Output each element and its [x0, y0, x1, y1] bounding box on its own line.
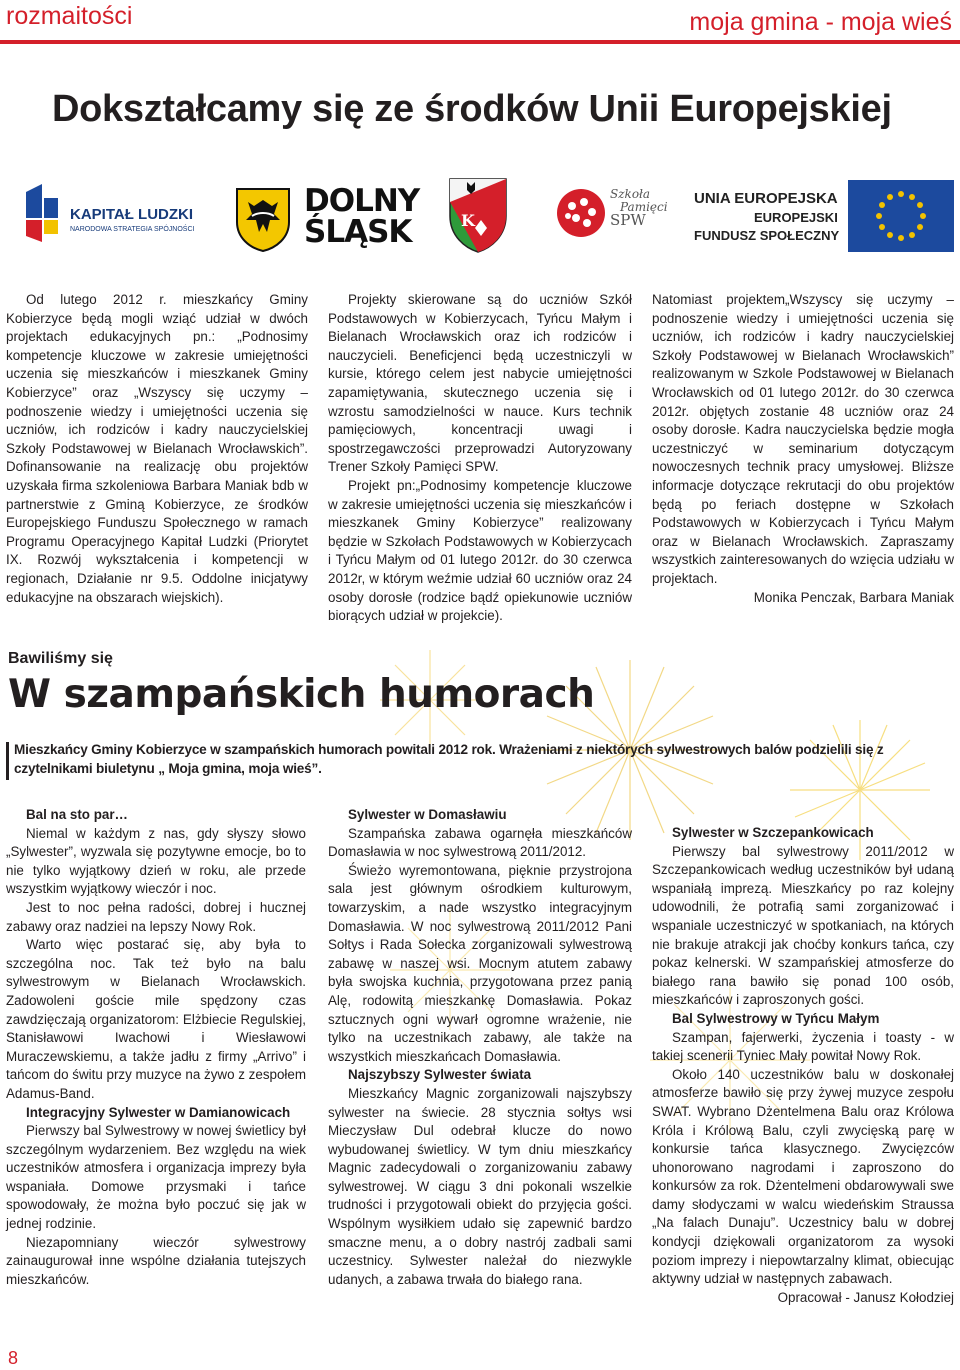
section-heading: Sylwester w Szczepankowicach [672, 825, 874, 840]
article2-author: Opracował - Janusz Kołodziej [777, 1289, 954, 1305]
spw-line-2: Pamięci [620, 200, 668, 214]
brain-icon [554, 186, 608, 240]
section-heading: Najszybszy Sylwester świata [348, 1067, 532, 1083]
article-title: Dokształcamy się ze środków Unii Europejskiej [52, 88, 892, 130]
article2-paragraph: Szampan, fajerwerki, życzenia i toasty - w takiej scenerii Tyniec Mały powitał Nowy Rok. [652, 1029, 954, 1064]
article2-paragraph: Około 140 uczestników balu w doskonałej atmosferze bawiło się przy żywej muzyce zespołu SWAT. Wybrano Dżentelmena Balu oraz Królowa Króla i Królową Balu, czyli zwycięską parę w konkursie tańca klasycznego. Zwycięzców uhonorowano nagrodami i zaproszono do konkursów za rok. Dżentelmeni obdarowywali swe damy słodyczami w walcu wiedeńskim Straussa „Na falach Dunaju”. Uczestnicy balu w dobrej kondycji dziękowali organizatorom za wysoki poziom imprezy i niepowtarzalny klimat, obiecując aktywny udział w następnych zabawach. [652, 1066, 954, 1287]
article1-paragraph: Projekty skierowane są do uczniów Szkół Podstawowych w Kobierzycach, Tyńcu Małym i Bielanach Wrocławskich oraz ich rodziców i nauczycieli. Beneficjenci będą uczestniczyli w kursie, którego celem jest nabycie umiejętności zapamiętywania, skutecznego uczenia się i wzrostu samodzielności w nauce. Kurs technik pamięciowych, koncentracji uwagi i spostrzegawczości przeprowadzi Autoryzowany Trener Szkoły Pamięci SPW. [328, 292, 632, 475]
section-heading: Bal na sto par… [26, 807, 128, 822]
eu-flag-icon [848, 180, 954, 252]
dolny-slask-crest-icon [234, 186, 292, 252]
article2-paragraph: Jest to noc pełna radości, dobrej i hucznej zabawy oraz nadziei na lepszy Nowy Rok. [6, 899, 306, 934]
spw-line-1: Szkoła [610, 187, 651, 201]
article2-paragraph: Pierwszy bal Sylwestrowy w nowej świetlicy był szczególnym wydarzeniem. Bez względu na wiek uczestników atmosfera i organizacja imprezy była wspaniała. Domowe przysmaki i tańce spowodowały, że można było poczuć się jak w jednej rodzinie. [6, 1123, 306, 1232]
article1-paragraph: Od lutego 2012 r. mieszkańcy Gminy Kobierzyce będą mogli wziąć udział w dwóch projektach edukacyjnych pn.: „Podnosimy kompetencje kluczowe w zakresie umiejętności uczenia się mieszkańców i mieszkanek Gminy Kobierzyce” oraz „Wszyscy się uczymy – podnoszenie wiedzy i umiejętności uczenia się uczniów, ich rodziców i kadry nauczycielskiej Szkoły Podstawowej w Bielanach Wrocławskich”. Dofinansowanie na realizację obu projektów uzyskała firma szkoleniowa Barbara Maniak bdb w partnerstwie z Gminą Kobierzyce, ze środków Europejskiego Funduszu Społecznego w ramach Programu Operacyjnego Kapitał Ludzki (Priorytet IX. Rozwój wykształcenia i kompetencji w regionach, Działanie nr 9.5. Oddolne inicjatywy edukacyjne na obszarach wiejskich). [6, 292, 308, 605]
article1-column-3 [652, 291, 954, 607]
spw-text [610, 188, 668, 227]
article2-paragraph: Niezapomniany wieczór sylwestrowy zainaugurował inne wspólne działania tutejszych mieszkańców. [6, 1234, 306, 1287]
svg-text:K: K [461, 211, 475, 230]
section-heading: Bal Sylwestrowy w Tyńcu Małym [672, 1010, 880, 1026]
dolny-line-1: DOLNY [304, 183, 420, 219]
kapital-ludzki-name: KAPITAŁ LUDZKI [70, 206, 194, 223]
dolny-line-2: ŚLĄSK [304, 214, 412, 250]
spw-line-3: SPW [610, 211, 646, 229]
article2-kicker: Bawiliśmy się [8, 650, 113, 667]
article2-paragraph: Szampańska zabawa ogarnęła mieszkańców Domasławia w noc sylwestrową 2011/2012. [328, 825, 632, 860]
kapital-ludzki-mark-icon [22, 184, 62, 244]
article2-paragraph: Niemal w każdym z nas, gdy słyszy słowo „Sylwester”, wyzwala się pozytywne emocje, bo to nie tylko wyjątkowy dzień w roku, ale przede wszystkim wyjątkowy wieczór i noc. [6, 825, 306, 897]
article1-paragraph: Projekt pn:„Podnosimy kompetencje kluczowe w zakresie umiejętności uczenia się mieszkańców i mieszkanek Gminy Kobierzyce” realizowany będzie w Szkołach Podstawowych w Kobierzycach i Tyńcu Małym od 01 lutego 2012r. do 30 czerwca 2012r, w którym weźmie udział 60 uczniów oraz 24 osoby dorosłe (rodzice bądź opiekunowie uczniów biorących udział w projekcie). [328, 477, 632, 624]
page-header [0, 0, 960, 56]
article2-column-3 [652, 824, 954, 1307]
dolny-slask-text [304, 183, 420, 250]
lead-bar [6, 742, 9, 780]
article2-paragraph: Warto więc postarać się, aby była to szczególna noc. Tak też było na balu sylwestrowym w Bielanach Wrocławskich. Zadowoleni goście mile spędzony czas zawdzięczają organizatorom: Elżbiecie Regulskiej, Stanisławowi Iwachowi i Wiesławowi Muraczewskiemu, a także jadłu z firmy „Arrivo” i tańcom do świtu przy muzyce na żywo z zespołem Adamus-Band. [6, 937, 306, 1101]
kobierzyce-crest-icon [447, 176, 509, 254]
kapital-ludzki-logo [20, 184, 220, 250]
article1-column-2 [328, 291, 632, 626]
sponsor-logos [0, 172, 960, 262]
article1-authors: Monika Penczak, Barbara Maniak [753, 589, 954, 605]
article2-title: W szampańskich humorach [8, 672, 595, 717]
header-rule [0, 40, 960, 44]
ue-line-1: UNIA EUROPEJSKA [694, 190, 838, 207]
article2-column-2 [328, 806, 632, 1289]
article2-paragraph: Mieszkańcy Magnic zorganizowali najszybszy sylwester na świecie. 28 stycznia sołtys wsi Mieczysław Dul odebrał klucze do nowo wybudowanej świetlicy. W tym dniu mieszkańcy Magnic zadecydowali o zorganizowaniu zabawy sylwestrowej. W ciągu 3 dni pokonali wszelkie trudności i przygotowali obiekt do przyjęcia gości. Wspólnym wysiłkiem udało się zapewnić bardzo smaczne menu, a o dobry nastrój zadbali sami uczestnicy. Sylwester należał do niezwykle udanych, a zabawa trwała do białego rana. [328, 1085, 632, 1287]
kapital-ludzki-subtitle: NARODOWA STRATEGIA SPÓJNOŚCI [70, 226, 195, 233]
article2-column-1 [6, 806, 306, 1289]
article1-paragraph: Natomiast projektem„Wszyscy się uczymy – podnoszenie wiedzy i umiejętności uczenia się uczniów, ich rodziców i kadry nauczycielskiej Szkoły Podstawowej w Bielanach Wrocławskich” realizowanym w Szkole Podstawowej w Bielanach Wrocławskich od 01 lutego 2012r. do 30 czerwca 2012r. objętych zostanie 48 uczniów oraz 24 osoby dorosłe. Kadra nauczycielska będzie mogła uczestniczyć w seminarium dotyczącym nowoczesnych technik pracy umysłowej. Bliższe informacje dotyczące rekrutacji do obu projektów będą po feriach dostępne w Szkołach Podstawowych w Kobierzycach i Tyńcu Małym oraz w Bielanach Wrocławskich. Zapraszamy wszystkich zainteresowanych do wzięcia udziału w projektach. [652, 292, 954, 586]
page-number: 8 [8, 1348, 19, 1368]
unia-europejska-logo [694, 188, 844, 254]
article2-paragraph: Świeżo wyremontowana, pięknie przystrojona sala jest głównym ośrodkiem kulturowym, towarzyskim, a nade wszystko integracyjnym Domasławia. W noc sylwestrową 2011/2012 Pani Sołtys i Rada Sołecka zorganizowali sylwestrową zabawę w naszej wsi. Mocnym atutem zabawy była swojska kuchnia, przygotowana przez panią Alę, rodowitą mieszkankę Domasławia. Pokaz sztucznych ogni wywarł ogromne wrażenie, nie tylko na uczestnikach zabawy, ale także na wszystkich mieszkańcach Domasławia. [328, 862, 632, 1064]
dolny-slask-logo [300, 183, 430, 252]
ue-line-2: EUROPEJSKI [754, 210, 838, 225]
article2-lead: Mieszkańcy Gminy Kobierzyce w szampańskich humorach powitali 2012 rok. Wrażeniami z niektórych sylwestrowych balów podzielili się z czytelnikami biuletynu „ Moja gmina, moja wieś”. [14, 742, 884, 776]
section-heading: Sylwester w Domasławiu [348, 807, 507, 822]
section-label-right: moja gmina - moja wieś [689, 8, 952, 36]
article2-paragraph: Pierwszy bal sylwestrowy 2011/2012 w Szczepankowicach według uczestników był udaną wspaniałą imprezą. Mieszkańcy po raz kolejny udowodnili, że potrafią sami zorganizować i wspaniale uczestniczyć w spotkaniach, na których nie brakuje atrakcji jak choćby konkurs tańca, czy pokaz kelnerski. W szampańskiej atmosferze do białego rana bawiło się ponad 100 osób, mieszkańców i zaproszonych gości. [652, 843, 954, 1008]
ue-line-3: FUNDUSZ SPOŁECZNY [694, 228, 840, 243]
szkola-pamieci-spw-logo [554, 182, 676, 252]
article1-column-1 [6, 291, 308, 607]
section-label-left: rozmaitości [6, 2, 133, 30]
section-heading: Integracyjny Sylwester w Damianowicach [26, 1104, 291, 1120]
